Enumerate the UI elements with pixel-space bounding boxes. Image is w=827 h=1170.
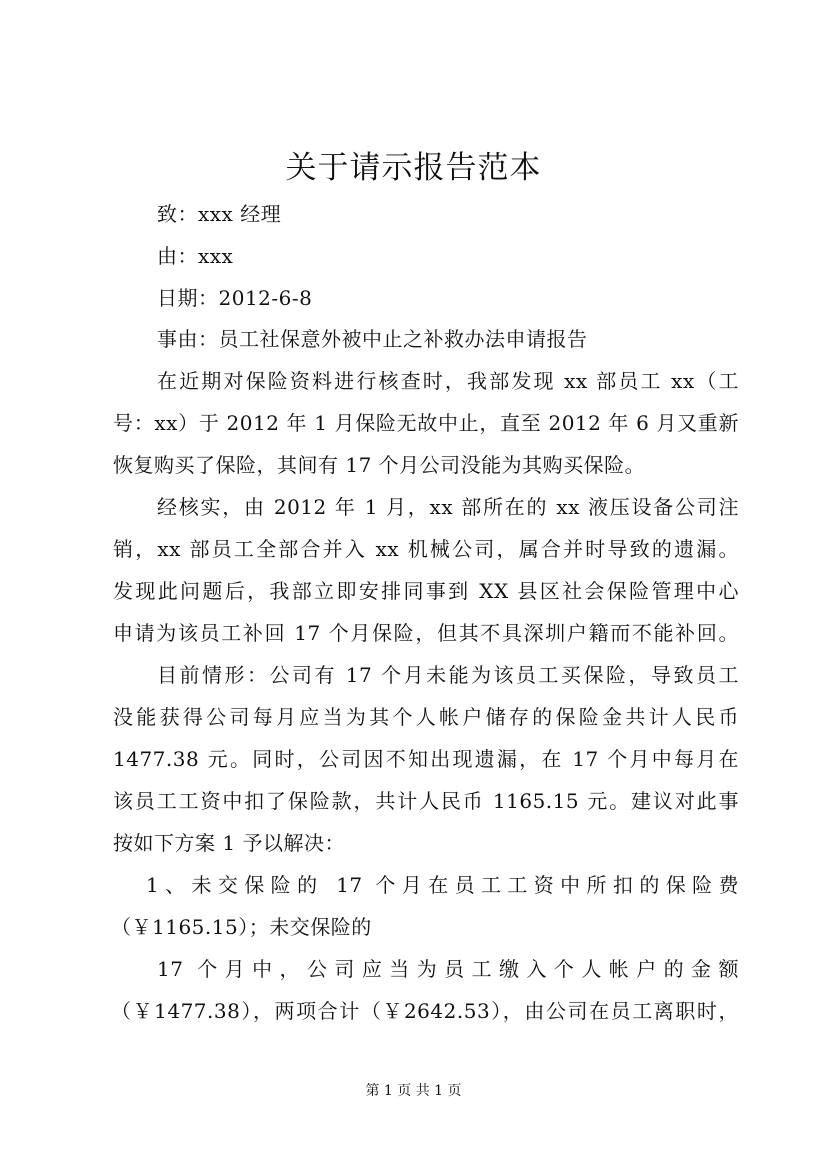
paragraph-line: 经核实，由 2012 年 1 月，xx 部所在的 xx 液压设备公司注 (157, 495, 739, 519)
paragraph-line: 申请为该员工补回 17 个月保险，但其不具深圳户籍而不能补回。 (113, 621, 739, 645)
addressee-line: 致：xxx 经理 (157, 202, 282, 226)
paragraph-line: 发现此问题后，我部立即安排同事到 XX 县区社会保险管理中心 (113, 579, 739, 603)
paragraph-line: （￥1165.15）；未交保险的 (111, 915, 372, 939)
paragraph-line: 1、未交保险的 17 个月在员工工资中所扣的保险费 (146, 873, 739, 897)
paragraph-line: 没能获得公司每月应当为其个人帐户储存的保险金共计人民币 (113, 705, 739, 729)
page-number-footer: 第 1 页 共 1 页 (365, 1083, 462, 1099)
paragraph-line: 该员工工资中扣了保险款，共计人民币 1165.15 元。建议对此事 (113, 789, 739, 813)
paragraph-line: 销，xx 部员工全部合并入 xx 机械公司，属合并时导致的遗漏。 (113, 537, 739, 561)
paragraph-line: 目前情形：公司有 17 个月未能为该员工买保险，导致员工 (157, 663, 739, 687)
paragraph-line: 在近期对保险资料进行核查时，我部发现 xx 部员工 xx（工 (157, 369, 739, 393)
paragraph-line: （￥1477.38），两项合计（￥2642.53），由公司在员工离职时， (111, 999, 739, 1023)
date-line: 日期：2012-6-8 (157, 286, 313, 310)
sender-line: 由：xxx (157, 244, 234, 268)
paragraph-line: 号：xx）于 2012 年 1 月保险无故中止，直至 2012 年 6 月又重新 (113, 411, 739, 435)
paragraph-line: 17 个月中，公司应当为员工缴入个人帐户的金额 (157, 957, 739, 981)
document-title: 关于请示报告范本 (285, 150, 542, 186)
paragraph-line: 按如下方案 1 予以解决： (113, 831, 345, 855)
paragraph-line: 恢复购买了保险，其间有 17 个月公司没能为其购买保险。 (113, 453, 646, 477)
paragraph-line: 1477.38 元。同时，公司因不知出现遗漏，在 17 个月中每月在 (113, 747, 739, 771)
subject-line: 事由：员工社保意外被中止之补救办法申请报告 (157, 327, 588, 351)
